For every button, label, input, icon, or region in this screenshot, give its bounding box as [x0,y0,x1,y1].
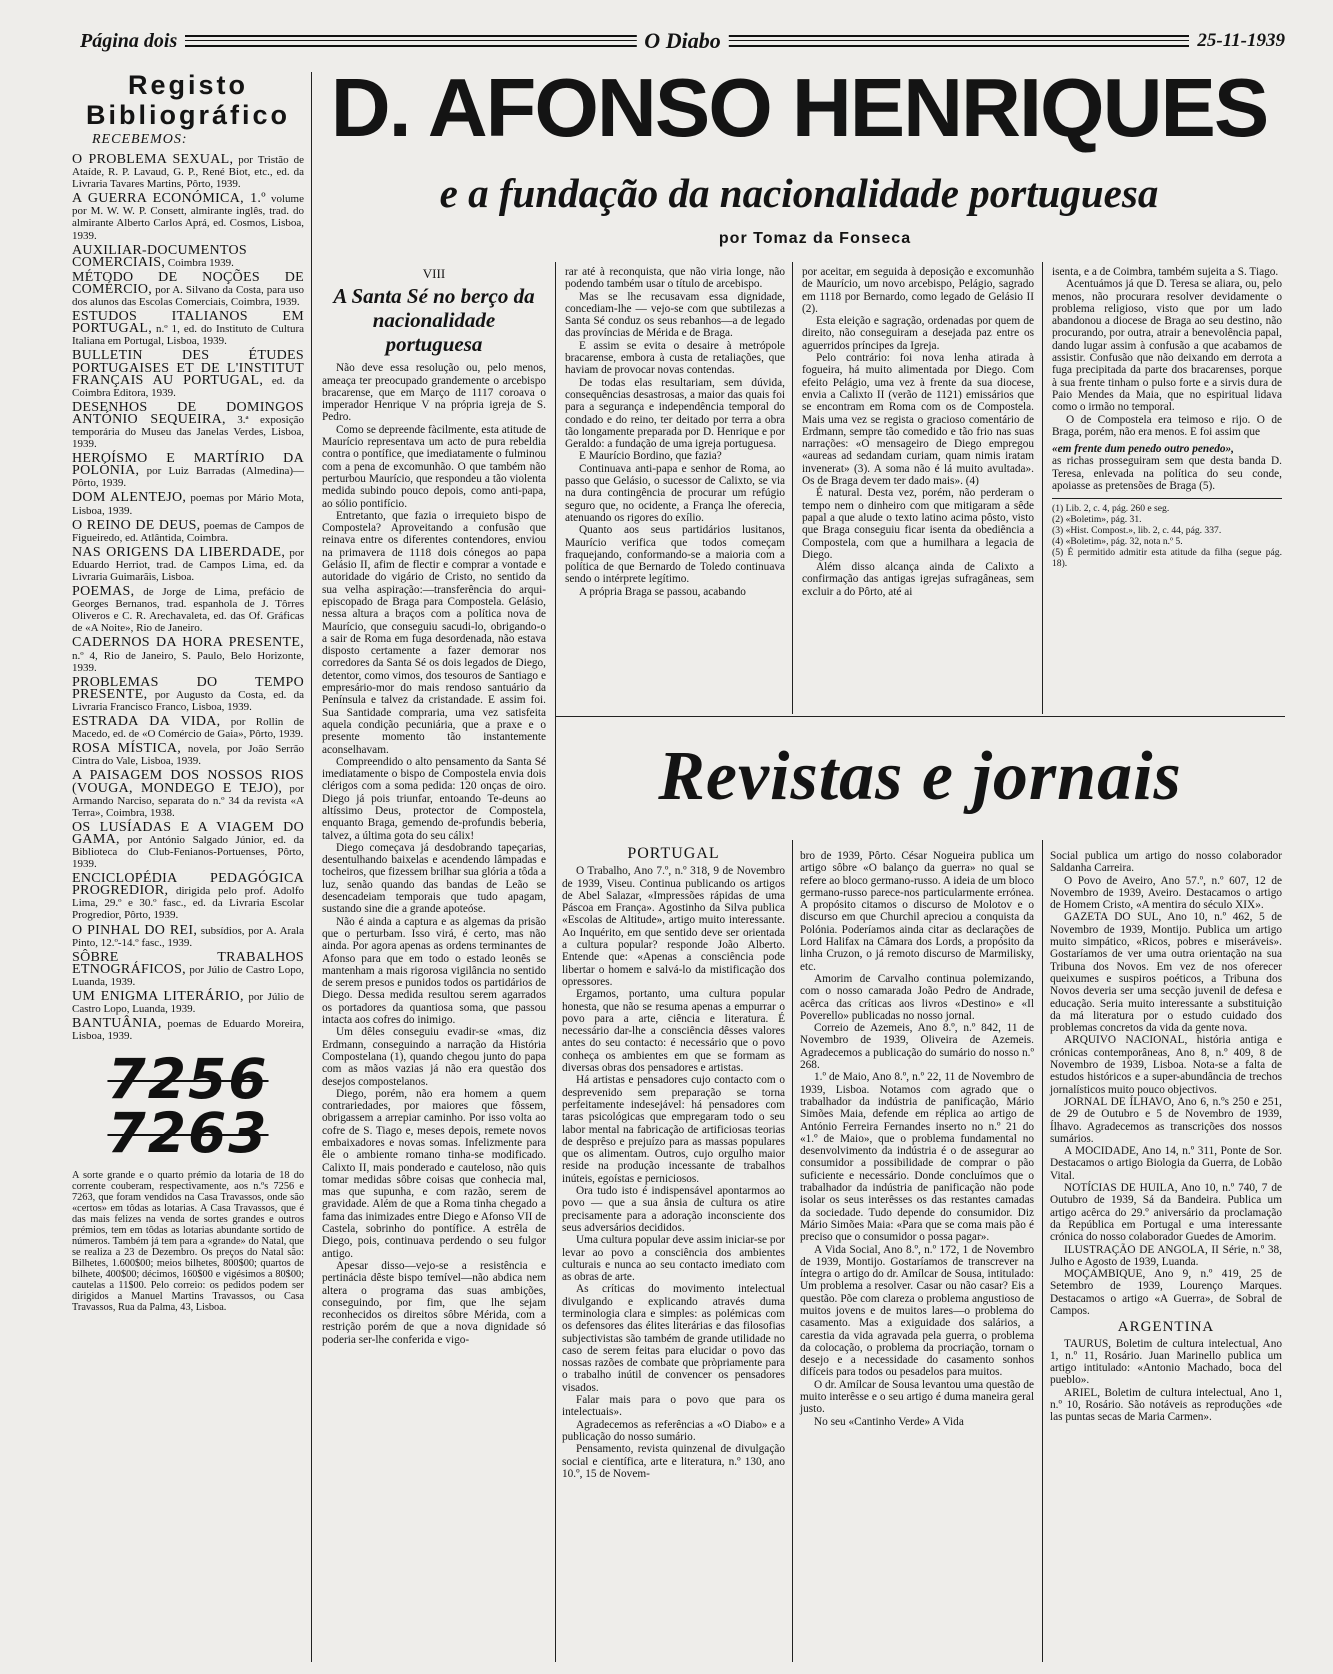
review-paragraph: As críticas do movimento intelectual divulgando e explicando através duma terminologia clara e simples: as polémicas com os defensores das élites literárias e das filosofias subjectivistas são também de grande utilidade no caso de serem feitas para elucidar o povo das nossas razões de combate que pròpriamente para o trabalho inútil de convencer os pensadores visados. [562,1283,785,1394]
entry-title: CADERNOS DA HORA PRESENTE, [72,635,304,651]
entry-title: BANTUÂNIA, [72,1016,162,1032]
register-entry [72,544,304,583]
entry-title: O PINHAL DO REI, [72,922,198,938]
feature-column-4 [1052,266,1282,569]
entry-details: dirigida pelo prof. Adolfo Lima, 29.º e 30.º fasc., ed. da Livraria Escolar Progredior, Pôrto, 1939. [72,885,304,922]
issue-date: 25-11-1939 [1189,28,1285,54]
column-text [1052,266,1282,438]
column-text [800,850,1034,1428]
column-paragraph: E assim se evita o desaire à metrópole bracarense, embora à custa de retaliações, que haviam de provocar novas contendas. [565,339,785,377]
masthead [80,28,1285,58]
revistas-column-1 [562,845,785,1480]
footnote: (2) «Boletim», pág. 31. [1052,514,1142,526]
column-quote: «em frente dum penedo outro penedo», [1052,443,1234,456]
register-entry [72,674,304,713]
entry-details: subsídios, por A. Arala Pinto, 12.º-14.º fasc., 1939. [72,924,305,949]
review-paragraph: O Trabalho, Ano 7.º, n.º 318, 9 de Novembro de 1939, Viseu. Continua publicando os artigos de Abel Salazar, «Impressões rápidas de uma Páscoa em França». Agostinho da Silva publica «Escolas de Altitude», artigo muito interessante. Ao Inquérito, em que sentido deve ser orientada a cultura popular? responde João Alberto. Entende que: «Apenas a consciência pode libertar o homem e salvá-lo da mistificação dos opressores. [562,865,785,988]
column-paragraph: Acentuámos já que D. Teresa se aliara, ou, pelo menos, não procurara resolver devidamente o problema religioso, visto que por um lado abandonou a diocese de Braga ao seu destino, não procurando, por outra, atrair a benevolência papal, dando lugar assim à confusão a que acabamos de assistir. Confusão que não deixando em derrota a fuga precipitada da parte dos bracarenses, porque à sua frente tinham o pulso forte e a sirvis dura de Paio Mendes da Maia, que no espiritual lidava como o irmão no temporal. [1052,278,1282,414]
register-entry [72,716,304,740]
review-paragraph: bro de 1939, Pôrto. César Nogueira publica um artigo sôbre «O balanço da guerra» no qual se refere ao bloco germano-russo. A ideia de um bloco germano-russo parece-nos particularmente errónea. A propósito citamos o discurso de Molotov e o discurso em que Churchil apreciou a conquista da Polónia. Poderíamos ainda citar as declarações de Lord Halifax na Câmara dos Lords, a propósito da linha Cruzon, o já remoto discurso de Marmilisky, etc. [800,850,1034,973]
footnote: (4) «Boletim», pág. 32, nota n.º 5. [1052,536,1183,548]
entry-details: por Rollin de Macedo, ed. de «O Comércio de Gaia», Pôrto, 1939. [72,716,304,741]
register-entry [72,873,304,921]
review-paragraph: Há artistas e pensadores cujo contacto com o desprevenido sem preparação se torna perfeitamente indesejável: há pensadores com taras psicológicas que empregaram todo o seu labor mental na fabricação de artificiosas teorias de desprêso e prejuízo para as massas populares que os alimentam. Outros, cujo orgulho maior reside na produção incessante de trabalhos inúteis, egoístas e perniciosos. [562,1074,785,1185]
entry-title: ENCICLOPÉDIA PEDAGÓGICA PROGREDIOR, [72,871,304,899]
revistas-column-2 [800,850,1034,1428]
footnotes [1052,503,1282,569]
entry-details: 3.ª exposição temporária do Museu das Janelas Verdes, Lisboa, 1939. [72,413,304,451]
register-entry [72,922,305,949]
entry-title: DESENHOS DE DOMINGOS ANTÓNIO SEQUEIRA, [72,399,304,427]
column-paragraph: Além disso alcança ainda de Calixto a confirmação das antigas igrejas sufragâneas, sem excluir a do Pôrto, até ai [802,561,1034,598]
register-entry [72,242,304,270]
column-paragraph: A própria Braga se passou, acabando [579,585,746,598]
bibliographic-register [72,70,304,1313]
register-entry [72,269,304,309]
column-rule [792,840,793,1662]
review-paragraph: Social publica um artigo do nosso colaborador Saldanha Carreira. [1050,850,1282,875]
column-paragraph: Como se depreende fàcilmente, esta atitude de Maurício representava um acto de pura rebeldia contra o pontífice, que imediatamente o fulminou com a pena de excomunhão. O que também não perturbou Maurício, que respondeu a tão violenta medida subindo pouco depois, como anti-papa, ao sólio pontifício. [322,423,546,510]
entry-title: BULLETIN DES ÉTUDES PORTUGAISES ET DE L'INSTITUT FRANÇAIS AU PORTUGAL, [72,348,304,388]
register-entry [72,492,304,516]
entry-details: volume por M. W. W. P. Consett, almirante inglês, trad. do almirante Alberto Carlos Aprá, ed. Cosmos, Lisboa, 1939. [72,193,304,242]
register-entry [72,637,304,673]
register-entry [72,154,304,190]
review-paragraph: Falar mais para o povo que para os intelectuais». [562,1394,785,1419]
country-label: PORTUGAL [627,845,720,862]
page-label: Página dois [80,28,185,54]
register-entry [72,991,304,1015]
register-entry [72,1018,304,1042]
column-paragraph: Pelo contrário: foi nova lenha atirada à fogueira, há muito alimentada por Diego. Com efeito Pelágio, uma vez à frente da sua diocese, envia a Calixto II (verão de 1121) emissários que se encontram em Roma com os de Compostela. Mais uma vez se regista o gracioso comentário de Erdmann, sempre tão comedido e tão frio nas suas narrações: «O mensageiro de Diego empregou «aureas ad sedandam curiam, quam nimis iratam invenerat» (3). A soma não é lá muito avultada». Os de Braga devem ter dado mais». (4) [802,352,1034,488]
entry-details: por Armando Narciso, separata do n.º 34 da revista «A Terra», Coimbra, 1938. [72,782,304,819]
column-rule [1042,262,1043,714]
review-paragraph: Agradecemos as referências a «O Diabo» e a publicação do nosso sumário. [562,1418,785,1443]
column-paragraph: O de Compostela era teimoso e rijo. O de Braga, porém, não era menos. E foi assim que [1052,413,1282,438]
footnote: (3) «Hist. Compost.», lib. 2, c. 44, pág. 337. [1052,525,1222,537]
column-paragraph: rar até à reconquista, que não viria longe, não podendo também usar o título de arcebispo. [565,266,785,291]
register-title-line1: Registo [127,70,248,100]
column-paragraph: Diego, porém, não era homem a quem contrariedades, por maiores que fôssem, obrigassem a arrepiar caminho. Por isso volta ao cofre de S. Tiago e, meses depois, remete novos embaixadores e novas somas. Infelizmente para êle o ambiente romano tinha-se modificado. Calixto II, mais ponderado e cauteloso, não quis tomar medidas sôbre coisas que conhecia mal, mas que supunha, e com razão, serem de gravidade. Além de que a Roma tinha chegado a fama das inimizades entre Diego e Afonso VII de Castela, sobrinho do pontífice. A estrêla de Diego, pois, continuava perdendo o seu fulgor antigo. [322,1087,546,1260]
column-rule [555,262,556,714]
entry-details: por A. Silvano da Costa, para uso dos alunos das Escolas Comerciais, Coimbra, 1939. [72,283,304,309]
register-entry [72,743,304,767]
entry-details: por Júlio de Castro Lopo, Luanda, 1939. [72,991,304,1016]
entry-title: NAS ORIGENS DA LIBERDADE, [72,544,286,560]
entry-title: AUXILIAR-DOCUMENTOS COMERCIAIS, [72,242,247,270]
register-entry [72,586,304,634]
review-paragraph: ARQUIVO NACIONAL, história antiga e crónicas contemporâneas, Ano 8, n.º 409, 8 de Novembro de 1939, Lisboa. Nota-se a falta de estudos históricos e a super-abundância de trechos jornalísticos muito pouco objectivos. [1050,1034,1282,1096]
register-entry [72,949,304,988]
register-entry [72,399,304,451]
section-title: A Santa Sé no berço da nacionalidade portuguesa [333,284,535,357]
feature-subheadline: e a fundação da nacionalidade portuguesa [439,170,1159,216]
register-entries [72,154,304,1042]
entry-title: A GUERRA ECONÓMICA, 1.º [72,191,266,207]
footnote: (1) Lib. 2, c. 4, pág. 260 e seg. [1052,503,1170,515]
section-rule [555,716,1285,717]
feature-column-2 [565,266,785,598]
entry-title: SÔBRE TRABALHOS ETNOGRÁFICOS, [72,949,304,977]
register-entry [72,311,304,347]
entry-title: MÉTODO DE NOÇÕES DE COMÉRCIO, [72,269,304,297]
review-paragraph: TAURUS, Boletim de cultura intelectual, Ano 1, n.º 11, Rosário. Juan Marinello publica um artigo intitulado: «Antonio Machado, boca del pueblo». [1050,1337,1282,1387]
entry-details: n.º 4, Rio de Janeiro, S. Paulo, Belo Horizonte, 1939. [72,649,304,674]
entry-title: ESTRADA DA VIDA, [72,714,221,730]
column-paragraph: por aceitar, em seguida à deposição e excomunhão de Maurício, um novo arcebispo, Pelágio, sagrado em 1118 por Bernardo, como legado de Gelásio II (2). [802,266,1034,315]
entry-details: por Eduardo Herriot, trad. de Campos Lima, ed. da Livraria Guimarãis, Lisboa. [72,546,304,583]
column-text [322,362,546,1346]
entry-title: OS LUSÍADAS E A VIAGEM DO GAMA, [72,819,304,847]
feature-column-1 [322,262,546,1346]
entry-title: PROBLEMAS DO TEMPO PRESENTE, [72,674,304,702]
column-paragraph: Um dêles conseguiu evadir-se «mas, diz Erdmann, conseguindo a narração da História Compostelana (1), quando chegou junto do papa com as mãos vazias já não era questão dos desejos compostelanos. [322,1026,546,1088]
entry-details: Coimbra 1939. [165,256,234,269]
revistas-heading: Revistas e jornais [658,738,1182,815]
column-paragraph: Quanto aos seus partidários lusitanos, Maurício verifica que todos começam fraquejando, conformando-se a maioria com a política de que Bernardo de Toledo continuava sendo o intérprete legítimo. [565,524,785,586]
entry-details: de Jorge de Lima, prefácio de Georges Bernanos, trad. espanhola de J. Tôrres Oliveros e C. R. Arechavaleta, ed. das Of. Gráficas de «A Noite», Rio de Janeiro. [72,586,304,635]
entry-title: POEMAS, [72,584,135,600]
column-rule [555,714,556,1662]
review-paragraph: No seu «Cantinho Verde» A Vida [814,1415,964,1428]
entry-title: DOM ALENTEJO, [72,490,187,506]
entry-details: por Tristão de Ataíde, R. P. Lavaud, G. P., René Biot, etc., ed. da Livraria Tavares Martins, Pôrto, 1939. [72,154,304,191]
feature-byline: por Tomaz da Fonseca [718,230,912,247]
column-rule [1042,840,1043,1662]
column-paragraph: Diego começava já desdobrando tapeçarias, desentulhando baixelas e acendendo lâmpadas e tocheiros, que fizessem brilhar sua glória a tôda a luz, senão quando das bandas de Leão se desencadeiam temporais que tudo apagam, sustando sine die a grande apoteóse. [322,841,546,916]
register-entry [72,193,304,241]
footnote: (5) É permitido admitir esta atitude da filha (segue pág. 18). [1052,547,1282,570]
review-paragraph: Ergamos, portanto, uma cultura popular honesta, que não se resuma apenas a empurrar o povo para a arte, ciência e literatura. É necessário dar-lhe a consciência dêsses valores antes do seu contacto: é necessário que o povo conheça os ambientes em que se formam as diversas obras dos pensadores e artistas. [562,988,785,1075]
column-text [562,865,785,1480]
review-paragraph: Ora tudo isto é indispensável apontarmos ao povo — que a sua ânsia de cultura os atire precisamente para a adoração inconsciente dos seus adversários decididos. [562,1185,785,1234]
revistas-column-3 [1050,850,1282,1424]
entry-details: poemas de Campos de Figueiredo, ed. Atlântida, Coimbra. [72,519,304,544]
column-paragraph: Mas se lhe recusavam essa dignidade, concediam-lhe — vejo-se com que subtilezas a Santa Sé conduz os seus rebanhos—a de legado das províncias de Mérida e de Braga. [565,290,785,340]
column-text [565,266,785,598]
register-entry [72,517,304,544]
entry-details: por Augusto da Costa, ed. da Livraria Francisco Franco, Lisboa, 1939. [72,688,304,713]
entry-details: por Luiz Barradas (Almedina)—Pôrto, 1939. [72,465,304,490]
column-paragraph: Não é ainda a captura e as algemas da prisão que o perturbam. Isso virá, é certo, mas não ainda. Por agora apenas as ordens terminantes de Afonso para que em todo o estado leonês se mantenham a mais rigorosa vigilância no sentido de serem presos e punidos todos os partidários de Diego. Dessa medida resultou serem agarrados os portadores da quantiosa soma, que passou intacta aos cofres do inimigo. [322,915,546,1027]
entry-details: poemas de Eduardo Moreira, Lisboa, 1939. [72,1018,304,1043]
column-text [1050,850,1282,1317]
register-entry [72,770,304,818]
entry-title: A PAISAGEM DOS NOSSOS RIOS (VOUGA, MONDEGO E TEJO), [72,768,304,796]
register-entry [72,350,304,398]
entry-title: ESTUDOS ITALIANOS EM PORTUGAL, [72,309,304,337]
review-paragraph: NOTÍCIAS DE HUILA, Ano 10, n.º 740, 7 de Outubro de 1939, Sá da Bandeira. Publica um artigo acêrca do 29.º aniversário da proclamação da República em Portugal e uma interessante crónica do nosso colaborador Guedes de Amorim. [1050,1182,1282,1244]
footnote-rule [1052,498,1282,499]
review-paragraph: GAZETA DO SUL, Ano 10, n.º 462, 5 de Novembro de 1939, Montijo. Publica um artigo muito simpático, «Ricos, pobres e miseráveis». Gostaríamos de ver uma outra orientação na sua Tribuna dos Novos. Em vez de nos oferecer queixumes e suspiros poéticos, a Tribuna dos Novos deveria ser uma secção juvenil de defesa e educação. Seria muito interessante a substituição da má literatura por o estudo cuidado dos problemas concretos da vida da gente nova. [1050,911,1282,1035]
review-paragraph: Uma cultura popular deve assim iniciar-se por levar ao povo a consciência dos ambientes culturais e nunca ao seu contacto imediato com as obras de arte. [562,1234,785,1284]
column-paragraph: Compreendido o alto pensamento da Santa Sé imediatamente o bispo de Compostela envia dois clérigos com a soma pedida: 120 onças de oiro. Diego já pois triunfar, entoando Te-deuns ao altíssimo Deus, protector de Compostela, enquanto Braga, gemendo de-profundis beberia, talvez, a última gota do seu cálix! [322,755,546,842]
review-paragraph: Pensamento, revista quinzenal de divulgação social e científica, arte e literatura, n.º 130, ano 10.º, 15 de Novem- [562,1443,785,1480]
column-paragraph: Esta eleição e sagração, ordenadas por quem de direito, não conseguiram a desejada paz entre os aguerridos príncipes da Igreja. [802,315,1034,352]
column-paragraph: Apesar disso—vejo-se a resistência e pertinácia dêste bispo temível—não abdica nem altera o programa das suas ambições, conseguindo, por fim, que lhe sejam reconhecidos os direitos sôbre Mérida, com a restrição porém de que a nova dignidade só poderia ser-lhe conferida e vigo- [322,1259,546,1346]
entry-details: novela, por João Serrão Cintra do Vale, Lisboa, 1939. [72,743,305,768]
column-paragraph: Entretanto, que fazia o irrequieto bispo de Compostela? Aproveitando a confusão que reinava entre os diferentes contendores, enviou na primavera de 1118 dois cónegos ao papa Gelásio II, afim de flectir e comprar a vontade e autoridade do vigário de Cristo, no sentido da sua velha aspiração:—transferência do arqui-episcopado de Braga para Compostela. Gelásio, nessa altura a braços com a política nova de Maurício, que conseguiu sacudi-lo, obrigando-o a sair de Roma em fuga desordenada, não estava disposto certamente a fazer demorar nos corredores da Santa Sé os dois legados de Diego, detentor, como vimos, dos tesouros de Santiago e empresário-mor do mais rendoso santuário da Península e talvez da cristandade. E assim foi. Sua Santidade compraria, uma vez satisfeita aquela condição pecuniária, que a praxe e o presente momento tão instantemente aconselhavam. [322,509,546,756]
column-rule [311,72,312,1662]
entry-details: n.º 1, ed. do Instituto de Cultura Italiana em Portugal, Lisboa, 1939. [72,323,304,348]
review-paragraph: JORNAL DE ÍLHAVO, Ano 6, n.ºs 250 e 251, de 29 de Outubro e 5 de Novembro de 1939, Ílhavo. Agradecemos as transcrições dos nossos sumários. [1050,1095,1282,1145]
column-text [802,266,1034,598]
column-text [1050,1338,1282,1424]
column-paragraph: isenta, e a de Coimbra, também sujeita a S. Tiago. [1052,266,1279,278]
review-paragraph: Amorim de Carvalho continua polemizando, com o nosso camarada João Pedro de Andrade, acêrca das críticas aos livros «Destino» e «Il Poverello» publicadas no nosso jornal. [800,972,1034,1022]
register-subtitle: RECEBEMOS: [92,132,188,147]
column-paragraph: Não deve essa resolução ou, pelo menos, ameaça ter preocupado grandemente o arcebispo bracarense, que em Março de 1117 coroava o imperador Henrique V na própria igreja de S. Pedro. [322,362,546,424]
review-paragraph: A MOCIDADE, Ano 14, n.º 311, Ponte de Sor. Destacamos o artigo Biologia da Guerra, de Lobão Vital. [1050,1145,1282,1182]
entry-title: UM ENIGMA LITERÁRIO, [72,989,244,1004]
feature-column-3 [802,266,1034,598]
review-paragraph: ARIEL, Boletim de cultura intelectual, Ano 1, n.º 10, Rosário. São notáveis as reproduções «de las puntas secas de Maria Carmen». [1050,1386,1282,1424]
register-entry [72,819,304,871]
feature-headline: D. AFONSO HENRIQUES [330,61,1268,154]
lottery-text: A sorte grande e o quarto prémio da lotaria de 18 do corrente couberam, respectivamente, aos n.ºs 7256 e 7263, que foram vendidos na Casa Travassos, onde são «certos» em tôdas as lotarias. A Casa Travassos, que é das mais felizes na venda de sortes grandes e outros prémios, tem em tôdas as lotarias abundante sortido de números. Também já tem para a «grande» do Natal, que se realiza a 23 de Dezembro. Os preços do Natal são: Bilhetes, 1.600$00; meios bilhetes, 800$00; quartos de bilhete, 400$00; décimos, 160$00 e vigésimos a 80$00; cautelas a 11$00. Pelo correio: os pedidos podem ser dirigidos a Manuel Martins Travassos, ou Casa Travassos, Rua da Palma, 43, Lisboa. [72,1170,304,1314]
country-label: ARGENTINA [1117,1319,1215,1336]
entry-details: por António Salgado Júnior, ed. da Biblioteca do Club-Fenianos-Portuenses, Pôrto, 1939. [72,833,304,871]
column-rule [792,262,793,714]
entry-title: O REINO DE DEUS, [72,517,201,533]
register-title-line2: Bibliográfico [85,100,290,130]
review-paragraph: O dr. Amílcar de Sousa levantou uma questão de muito interêsse e o seu artigo é duma maneira geral justo. [800,1378,1034,1416]
entry-title: ROSA MÍSTICA, [72,741,182,757]
column-paragraph: E Maurício Bordino, que fazia? [579,450,722,463]
entry-details: poemas por Mário Mota, Lisboa, 1939. [72,492,304,517]
lottery-number: 7256 [107,1047,269,1112]
entry-details: ed. da Coimbra Editora, 1939. [72,374,304,399]
review-paragraph: A Vida Social, Ano 8.º, n.º 172, 1 de Novembro de 1939, Montijo. Gostaríamos de transcrever na íntegra o artigo do dr. Amílcar de Sousa, intitulado: Um problema a resolver. Casar ou não casar? Eis a questão. Põe com clareza o problema angustioso de muitos jovens e de muitos lares—o problema do casamento. Mas a exiguidade dos salários, a carestia da vida agravada pela guerra, o problema da colocação, o problema da procriação, tornam o desejo e a necessidade do casamento sonhos difíceis para todos ou pesadelos para muitos. [800,1243,1034,1379]
lottery-number: 7263 [107,1101,269,1166]
column-paragraph: De todas elas resultariam, sem dúvida, consequências desastrosas, a maior das quais foi para a segurança e independência temporal do condado e do reino, ter deitado por terra a obra tão longamente preparada por D. Henrique e por Geraldo: a fundação de uma igreja portuguesa. [565,376,785,451]
entry-details: por Júlio de Castro Lopo, Luanda, 1939. [72,963,304,988]
register-entry [72,453,304,489]
entry-title: O PROBLEMA SEXUAL, [72,152,234,167]
review-paragraph: MOÇAMBIQUE, Ano 9, n.º 419, 25 de Setembro de 1939, Lourenço Marques. Destacamos o artigo «A Guerra», de Sobral de Campos. [1050,1268,1282,1317]
column-paragraph: as richas prosseguiram sem que desta banda D. Teresa, enlevada na política do seu conde, apoiasse as pretensões de Braga (5). [1052,455,1282,493]
review-paragraph: 1.º de Maio, Ano 8.º, n.º 22, 11 de Novembro de 1939, Lisboa. Notamos com agrado que o trabalhador da indústria de panificação, Mário Simões Maia, defende em réplica ao artigo de António Ferreira Fernandes inserto no n.º 21 do «1.º de Maio», que o problema fundamental no desenvolvimento da indústria é o de assegurar ao consumidor a possibilidade de comprar o pão suficiente e necessário. Donde concluímos que o trabalhador da indústria de panificação não pode isolar os seus interêsses os das restantes camadas da sociedade. Tudo depende do consumidor. Diz Mário Simões Maia: «Para que se coma mais pão é preciso que o consumidor o possa pagar». [800,1071,1034,1244]
lottery-notice [72,1047,304,1314]
review-paragraph: O Povo de Aveiro, Ano 57.º, n.º 607, 12 de Novembro de 1939, Aveiro. Destacamos o artigo de Homem Cristo, «A mentira do século XIX». [1050,874,1282,912]
paper-name: O Diabo [636,28,728,54]
column-paragraph: Continuava anti-papa e senhor de Roma, ao passo que Gelásio, o sucessor de Calixto, se via na dura contingência de procurar um refúgio seguro que, no ocidente, a França lhe oferecia, atenuando os rigores do exílio. [565,462,785,524]
entry-title: HEROÍSMO E MARTÍRIO DA POLÓNIA, [72,451,304,479]
review-paragraph: ILUSTRAÇÃO DE ANGOLA, II Série, n.º 38, Julho e Agosto de 1939, Luanda. [1050,1243,1282,1268]
column-paragraph: É natural. Desta vez, porém, não perderam o tempo nem o dinheiro com que mitigaram a sêde papal a que alude o texto latino acima pôsto, visto que Braga conseguiu ficar isenta da obediência a Compostela, com que a humilhara a legacia de Diego. [802,487,1034,561]
review-paragraph: Correio de Azemeis, Ano 8.º, n.º 842, 11 de Novembro de 1939, Oliveira de Azemeis. Agradecemos a publicação do sumário do nosso n.º 268. [800,1022,1034,1072]
section-number: VIII [422,266,446,281]
